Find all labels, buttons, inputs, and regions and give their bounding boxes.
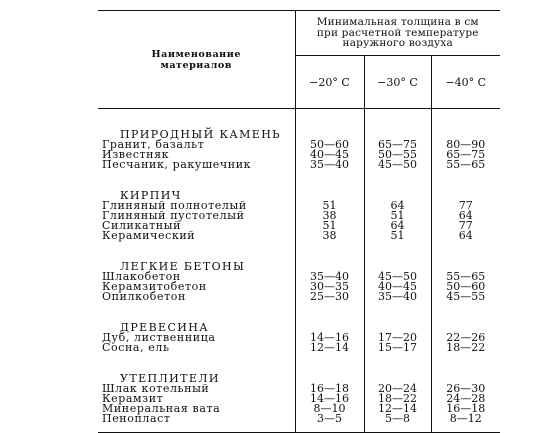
spacer-row [98, 109, 500, 119]
category-blank [295, 250, 364, 272]
header-temp-20 [295, 56, 364, 109]
value-minus30: 35—40 [364, 292, 431, 302]
material-name: Песчаник, ракушечник [98, 160, 295, 170]
category-row [98, 179, 500, 201]
value-minus30: 18—22 [364, 394, 431, 404]
thickness-table-document [98, 10, 500, 425]
category-blank [364, 179, 431, 201]
spacer-cell [98, 353, 295, 362]
spacer-cell [98, 109, 295, 119]
table-row [98, 292, 500, 302]
material-name: Пенопласт [98, 414, 295, 424]
value-minus20: 38 [295, 211, 364, 221]
category-blank [431, 311, 500, 333]
tail-cell [431, 424, 500, 433]
value-minus30: 15—17 [364, 343, 431, 353]
thickness-table [98, 10, 500, 433]
value-minus40: 26—30 [446, 382, 486, 395]
tail-cell [98, 424, 295, 433]
value-minus20: 51 [295, 201, 364, 211]
spacer-cell [431, 302, 500, 311]
category-blank [364, 250, 431, 272]
value-minus40: 77 [458, 199, 473, 212]
spacer-row [98, 302, 500, 311]
value-minus20: 8—10 [295, 404, 364, 414]
spacer-cell [295, 241, 364, 250]
value-minus30: 64 [364, 201, 431, 211]
category-title: КИРПИЧ [98, 179, 295, 201]
spacer-cell [364, 302, 431, 311]
category-row [98, 311, 500, 333]
value-minus30: 5—8 [364, 414, 431, 424]
value-minus40: 18—22 [446, 341, 486, 354]
spacer-cell [431, 353, 500, 362]
value-minus40: 65—75 [446, 148, 486, 161]
spacer-row [98, 353, 500, 362]
table-row [98, 231, 500, 241]
value-minus30: 12—14 [364, 404, 431, 414]
category-title: ЛЕГКИЕ БЕТОНЫ [98, 250, 295, 272]
table-row [98, 404, 500, 414]
value-minus40: 45—55 [446, 290, 486, 303]
spacer-cell [364, 109, 431, 119]
value-minus30: 40—45 [364, 282, 431, 292]
value-minus20: 35—40 [295, 272, 364, 282]
value-minus20: 38 [295, 231, 364, 241]
table-row [98, 160, 500, 170]
material-name: Известняк [98, 150, 295, 160]
material-name: Глиняный полнотелый [98, 201, 295, 211]
material-name: Глиняный пустотелый [98, 211, 295, 221]
category-row [98, 362, 500, 384]
value-minus40: 16—18 [446, 402, 486, 415]
category-blank [295, 362, 364, 384]
material-name: Керамзит [98, 394, 295, 404]
header-temp-30-label: −30° С [377, 75, 418, 89]
table-row [98, 343, 500, 353]
header-min-thickness-label: Минимальная толщина в см при расчетной температуре наружного воздуха [316, 16, 479, 50]
value-minus20: 35—40 [295, 160, 364, 170]
category-blank [295, 118, 364, 140]
spacer-row [98, 241, 500, 250]
value-minus30: 65—75 [364, 140, 431, 150]
category-row [98, 118, 500, 140]
category-blank [295, 311, 364, 333]
table-bottom-rule [98, 424, 500, 433]
value-minus30: 17—20 [364, 333, 431, 343]
category-row [98, 250, 500, 272]
value-minus20: 30—35 [295, 282, 364, 292]
category-blank [295, 179, 364, 201]
header-temp-20-label: −20° С [309, 75, 350, 89]
material-name: Керамический [98, 231, 295, 241]
category-blank [364, 362, 431, 384]
category-blank [431, 250, 500, 272]
material-name: Шлакобетон [98, 272, 295, 282]
category-title: ДРЕВЕСИНА [98, 311, 295, 333]
value-minus30: 20—24 [364, 384, 431, 394]
value-minus20: 14—16 [295, 394, 364, 404]
category-blank [364, 311, 431, 333]
table-body [98, 109, 500, 433]
value-minus30: 51 [364, 211, 431, 221]
material-name: Опилкобетон [98, 292, 295, 302]
spacer-cell [98, 170, 295, 179]
spacer-cell [364, 170, 431, 179]
tail-cell [295, 424, 364, 433]
value-minus40: 64 [458, 229, 473, 242]
category-title: УТЕПЛИТЕЛИ [98, 362, 295, 384]
value-minus40: 77 [458, 219, 473, 232]
category-title: ПРИРОДНЫЙ КАМЕНЬ [98, 118, 295, 140]
spacer-cell [295, 170, 364, 179]
spacer-cell [295, 109, 364, 119]
spacer-cell [295, 353, 364, 362]
material-name: Минеральная вата [98, 404, 295, 414]
value-minus30: 50—55 [364, 150, 431, 160]
material-name: Керамзитобетон [98, 282, 295, 292]
material-name: Сосна, ель [98, 343, 295, 353]
spacer-cell [98, 302, 295, 311]
value-minus40: 24—28 [446, 392, 486, 405]
header-temp-40-label: −40° С [445, 75, 487, 89]
value-minus20: 16—18 [295, 384, 364, 394]
value-minus30: 45—50 [364, 272, 431, 282]
spacer-cell [98, 241, 295, 250]
spacer-cell [431, 109, 500, 119]
header-min-thickness [295, 11, 500, 56]
value-minus40: 55—65 [446, 270, 486, 283]
material-name: Гранит, базальт [98, 140, 295, 150]
value-minus20: 50—60 [295, 140, 364, 150]
value-minus40: 80—90 [446, 138, 486, 151]
header-temp-30 [364, 56, 431, 109]
category-blank [431, 118, 500, 140]
tail-cell [364, 424, 431, 433]
value-minus40: 22—26 [446, 331, 486, 344]
header-temp-40 [431, 56, 500, 109]
header-materials-label: Наименование материалов [151, 48, 241, 71]
value-minus40: 55—65 [446, 158, 486, 171]
category-blank [431, 362, 500, 384]
category-blank [364, 118, 431, 140]
value-minus20: 12—14 [295, 343, 364, 353]
spacer-cell [364, 353, 431, 362]
value-minus30: 45—50 [364, 160, 431, 170]
value-minus40: 64 [458, 209, 473, 222]
material-name: Дуб, лиственница [98, 333, 295, 343]
table-row [98, 414, 500, 424]
spacer-cell [295, 302, 364, 311]
header-materials [98, 11, 295, 109]
value-minus30: 64 [364, 221, 431, 231]
spacer-cell [364, 241, 431, 250]
material-name: Силикатный [98, 221, 295, 231]
category-blank [431, 179, 500, 201]
value-minus40: 8—12 [449, 412, 482, 425]
value-minus20: 3—5 [295, 414, 364, 424]
value-minus20: 14—16 [295, 333, 364, 343]
spacer-cell [431, 170, 500, 179]
value-minus30: 51 [364, 231, 431, 241]
value-minus20: 25—30 [295, 292, 364, 302]
value-minus20: 51 [295, 221, 364, 231]
material-name: Шлак котельный [98, 384, 295, 394]
value-minus20: 40—45 [295, 150, 364, 160]
value-minus40: 50—60 [446, 280, 486, 293]
spacer-row [98, 170, 500, 179]
spacer-cell [431, 241, 500, 250]
